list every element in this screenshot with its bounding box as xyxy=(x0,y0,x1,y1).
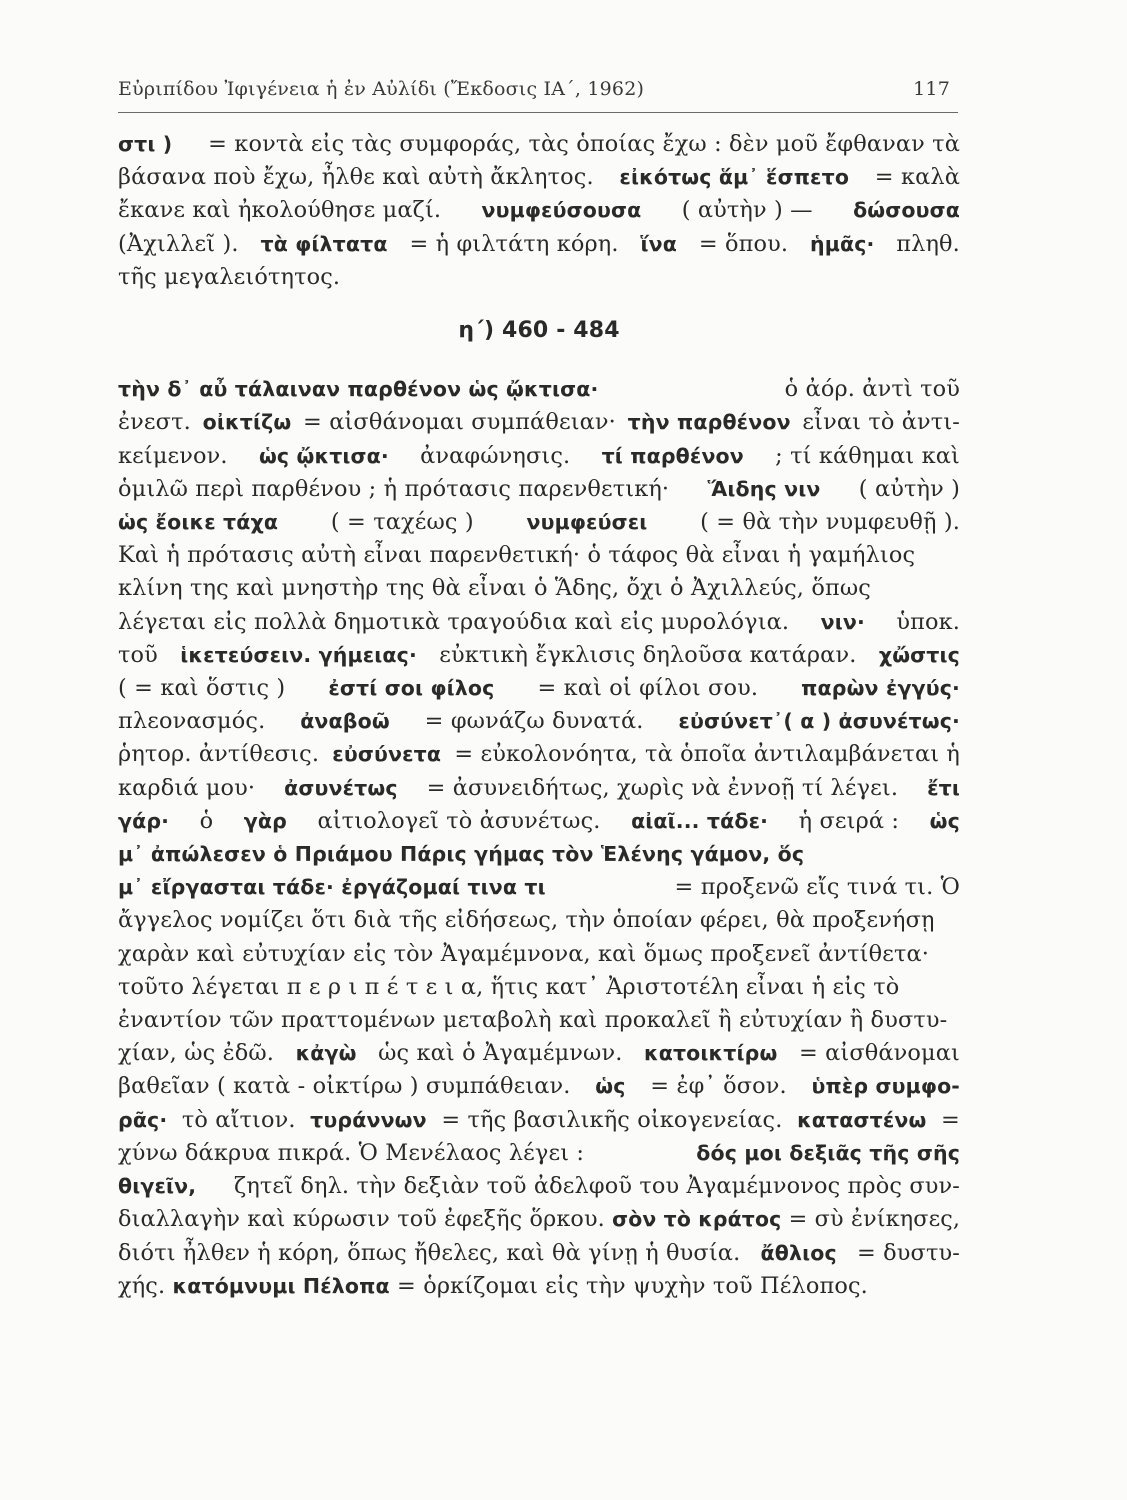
gloss-text: χαρὰν καὶ εὐτυχίαν εἰς τὸν Ἀγαμέμνονα, καὶ ὅμως προξενεῖ ἀντίθετα· xyxy=(118,940,930,967)
text-line xyxy=(118,1170,960,1203)
text-line xyxy=(118,1237,960,1270)
commentary-body xyxy=(118,128,960,1303)
lemma-bold: νιν· xyxy=(820,609,865,634)
gloss-text: = καλὰ xyxy=(867,164,960,191)
gloss-text: τῆς μεγαλειότητος. xyxy=(118,263,341,290)
lemma-bold: νυμφεύσει xyxy=(526,510,648,535)
gloss-text: ἡ σειρά : xyxy=(791,807,907,834)
gloss-text: = φωνάζω δυνατά. xyxy=(417,708,651,735)
text-line xyxy=(118,672,960,705)
lemma-bold: τὰ φίλτατα xyxy=(260,231,388,256)
lemma-bold: θιγεῖν, xyxy=(118,1174,197,1199)
lemma-bold: αἰαῖ... τάδε· xyxy=(631,808,769,833)
gloss-text: ἀναφώνησις. xyxy=(412,442,578,469)
gloss-text: ὁμιλῶ περὶ παρθένου ; ἡ πρότασις παρενθετική· xyxy=(118,475,677,502)
gloss-text: ἐναντίον τῶν πραττομένων μεταβολὴ καὶ προκαλεῖ ἢ εὐτυχίαν ἢ δυστυ- xyxy=(118,1007,948,1034)
lemma-bold: ἄθλιος xyxy=(760,1240,837,1265)
gloss-text: = προξενῶ εἴς τινά τι. Ὁ xyxy=(667,874,960,901)
gloss-text: εὐκτικὴ ἔγκλισις δηλοῦσα κατάραν. xyxy=(431,641,864,668)
lemma-bold: ἔτι xyxy=(927,775,960,800)
gloss-text: = ἀσυνειδήτως, χωρὶς νὰ ἐννοῇ τί λέγει. xyxy=(419,774,906,801)
text-line xyxy=(118,406,960,439)
lemma-bold: δός μοι δεξιᾶς τῆς σῆς xyxy=(696,1140,960,1165)
gloss-text: εἶναι τὸ ἀντι- xyxy=(795,409,960,436)
paragraph-commentary xyxy=(118,373,960,1303)
text-line xyxy=(118,440,960,473)
text-line xyxy=(118,1104,960,1137)
gloss-text: ; τί κάθημαι καὶ xyxy=(767,442,960,469)
text-line xyxy=(118,1203,960,1236)
lemma-bold: χὤστις xyxy=(878,642,960,667)
text-line xyxy=(118,261,960,294)
page-number: 117 xyxy=(913,78,950,100)
text-line xyxy=(118,838,960,871)
text-line xyxy=(118,639,960,672)
text-line xyxy=(118,128,960,161)
text-line xyxy=(118,161,960,194)
gloss-text: = καὶ οἱ φίλοι σου. xyxy=(530,675,766,702)
gloss-text: χίαν, ὡς ἐδῶ. xyxy=(118,1040,282,1067)
lemma-bold: εἰκότως ἅμ᾽ ἕσπετο xyxy=(619,165,850,190)
text-line xyxy=(118,805,960,838)
lemma-bold: κατόμνυμι Πέλοπα xyxy=(172,1273,390,1298)
gloss-text: τοῦτο λέγεται π ε ρ ι π έ τ ε ι α, ἥτις κατ᾽ Ἀριστοτέλη εἶναι ἡ εἰς τὸ xyxy=(118,973,900,1000)
lemma-bold: εὐσύνετα xyxy=(332,742,442,767)
gloss-text: βαθεῖαν ( κατὰ - οἰκτίρω ) συμπάθειαν. xyxy=(118,1073,578,1100)
lemma-bold: καταστένω xyxy=(797,1107,927,1132)
gloss-text: = xyxy=(933,1106,960,1133)
lemma-bold: ἵνα xyxy=(640,231,677,256)
gloss-text: ὁ xyxy=(192,807,221,834)
gloss-text: (Ἀχιλλεῖ ). xyxy=(118,230,246,257)
lemma-bold: κατοικτίρω xyxy=(644,1041,778,1066)
gloss-text: ( = θὰ τὴν νυμφευθῇ ). xyxy=(692,509,960,536)
text-line xyxy=(118,1137,960,1170)
gloss-text: τὸ αἴτιον. xyxy=(174,1106,303,1133)
lemma-bold: κἀγὼ xyxy=(295,1041,357,1066)
text-line xyxy=(118,1270,960,1303)
gloss-text: ( αὐτὴν ) xyxy=(851,475,960,502)
lemma-bold: εὐσύνετ᾽( α ) ἀσυνέτως· xyxy=(678,709,960,734)
text-line xyxy=(118,1004,960,1037)
lemma-bold: ἱκετεύσειν. γήμειας· xyxy=(180,642,417,667)
gloss-text: ῥητορ. ἀντίθεσις. xyxy=(118,741,327,768)
lemma-bold: ὡς xyxy=(595,1074,626,1099)
text-line xyxy=(118,705,960,738)
gloss-text: = ἡ φιλτάτη κόρη. xyxy=(402,230,626,257)
gloss-text: κλίνη της καὶ μνηστὴρ της θὰ εἶναι ὁ Ἅδης, ὄχι ὁ Ἀχιλλεύς, ὅπως xyxy=(118,575,871,602)
gloss-text: διότι ἦλθεν ἡ κόρη, ὅπως ἤθελες, καὶ θὰ γίνῃ ἡ θυσία. xyxy=(118,1239,748,1266)
text-line xyxy=(118,738,960,771)
lemma-bold: ὡς xyxy=(929,808,960,833)
text-line xyxy=(118,938,960,971)
gloss-text: = κοντὰ εἰς τὰς συμφοράς, τὰς ὁποίας ἔχω : δὲν μοῦ ἔφθαναν τὰ xyxy=(200,131,960,157)
lemma-bold: ρᾶς· xyxy=(118,1107,168,1132)
gloss-text: ( αὐτὴν ) — xyxy=(674,197,820,224)
text-line xyxy=(118,194,960,227)
gloss-text: αἰτιολογεῖ τὸ ἀσυνέτως. xyxy=(310,807,608,834)
section-heading: η΄) 460 - 484 xyxy=(458,318,620,344)
lemma-bold: τὴν δ᾽ αὖ τάλαιναν παρθένον ὡς ᾤκτισα· xyxy=(118,377,599,402)
gloss-text: ὑποκ. xyxy=(889,608,960,635)
gloss-text: = δυστυ- xyxy=(849,1239,960,1266)
gloss-text: Καὶ ἡ πρότασις αὐτὴ εἶναι παρενθετική· ὁ τάφος θὰ εἶναι ἡ γαμήλιος xyxy=(118,542,916,569)
lemma-bold: ἐστί σοι φίλος xyxy=(328,676,495,701)
gloss-text: καρδιά μου· xyxy=(118,774,263,801)
gloss-text: = αἰσθάνομαι xyxy=(791,1040,960,1067)
gloss-text: = ὁρκίζομαι εἰς τὴν ψυχὴν τοῦ Πέλοπος. xyxy=(389,1272,868,1299)
text-line xyxy=(118,971,960,1004)
lemma-bold: μ᾽ ἀπώλεσεν ὁ Πριάμου Πάρις γήμας τὸν Ἑλένης γάμον, ὅς xyxy=(118,842,805,867)
text-line xyxy=(118,1070,960,1103)
lemma-bold: τυράννων xyxy=(310,1107,427,1132)
lemma-bold: τί παρθένον xyxy=(601,443,744,468)
lemma-bold: ὑπὲρ συμφο- xyxy=(811,1074,960,1099)
header-rule xyxy=(118,112,958,113)
gloss-text: = τῆς βασιλικῆς οἰκογενείας. xyxy=(434,1106,790,1133)
lemma-bold: ὡς ἔοικε τάχα xyxy=(118,510,279,535)
gloss-text: = αἰσθάνομαι συμπάθειαν· xyxy=(295,409,624,436)
lemma-bold: παρὼν ἐγγύς· xyxy=(801,676,960,701)
lemma-bold: ἀναβοῶ xyxy=(300,709,390,734)
lemma-bold: σὸν τὸ κράτος xyxy=(612,1207,782,1232)
text-line xyxy=(118,1037,960,1070)
gloss-text: πλεονασμός. xyxy=(118,708,273,735)
gloss-text: ἔκανε καὶ ἠκολούθησε μαζί. xyxy=(118,197,449,224)
gloss-text: χής. xyxy=(118,1272,173,1299)
gloss-text: ζητεῖ δηλ. τὴν δεξιὰν τοῦ ἀδελφοῦ του Ἀγαμέμνονος πρὸς συν- xyxy=(226,1173,960,1200)
lemma-bold: τὴν παρθένον xyxy=(627,410,791,435)
text-line xyxy=(118,572,960,605)
running-title: Εὐριπίδου Ἰφιγένεια ἡ ἐν Αὐλίδι (Ἔκδοσις ΙΑ΄, 1962) xyxy=(118,78,645,100)
gloss-text: πληθ. xyxy=(889,230,960,257)
text-line xyxy=(118,606,960,639)
lemma-bold: δώσουσα xyxy=(853,198,960,223)
gloss-text: ( = ταχέως ) xyxy=(323,509,482,536)
lemma-bold: μ᾽ εἴργασται τάδε· ἐργάζομαί τινα τι xyxy=(118,875,546,900)
gloss-text: βάσανα ποὺ ἔχω, ἦλθε καὶ αὐτὴ ἄκλητος. xyxy=(118,164,601,191)
gloss-text: τοῦ xyxy=(118,641,166,668)
gloss-text: διαλλαγὴν καὶ κύρωσιν τοῦ ἐφεξῆς ὅρκου. xyxy=(118,1206,613,1233)
gloss-text: χύνω δάκρυα πικρά. Ὁ Μενέλαος λέγει : xyxy=(118,1139,592,1166)
gloss-text: = ἐφ᾽ ὅσον. xyxy=(643,1073,795,1100)
lemma-bold: ὡς ᾤκτισα· xyxy=(258,443,389,468)
gloss-text: = σὺ ἐνίκησες, xyxy=(781,1206,961,1233)
gloss-text: ὡς καὶ ὁ Ἀγαμέμνων. xyxy=(370,1040,630,1067)
lemma-bold: στι ) xyxy=(118,132,173,156)
text-line xyxy=(118,506,960,539)
text-line xyxy=(118,539,960,572)
text-line xyxy=(118,871,960,904)
text-line xyxy=(118,772,960,805)
gloss-text: ἄγγελος νομίζει ὅτι διὰ τῆς εἰδήσεως, τὴν ὁποίαν φέρει, θὰ προξενήσῃ xyxy=(118,907,935,934)
lemma-bold: νυμφεύσουσα xyxy=(481,198,642,223)
paragraph-continued xyxy=(118,128,960,294)
text-line xyxy=(118,904,960,937)
lemma-bold: ἡμᾶς· xyxy=(809,231,875,256)
lemma-bold: ἀσυνέτως xyxy=(284,775,398,800)
running-header xyxy=(118,78,950,100)
gloss-text: λέγεται εἰς πολλὰ δημοτικὰ τραγούδια καὶ εἰς μυρολόγια. xyxy=(118,608,797,635)
gloss-text: κείμενον. xyxy=(118,442,235,469)
gloss-text: ὁ ἀόρ. ἀντὶ τοῦ xyxy=(777,376,960,403)
lemma-bold: γὰρ xyxy=(243,808,287,833)
gloss-text: ἐνεστ. xyxy=(118,409,199,436)
text-line xyxy=(118,373,960,406)
text-line xyxy=(118,473,960,506)
gloss-text: = εὐκολονόητα, τὰ ὁποῖα ἀντιλαμβάνεται ἡ xyxy=(447,741,960,768)
lemma-bold: Ἅιδης νιν xyxy=(707,476,821,501)
gloss-text: ( = καὶ ὅστις ) xyxy=(118,675,293,702)
gloss-text: = ὅπου. xyxy=(691,230,796,257)
lemma-bold: οἰκτίζω xyxy=(202,410,292,435)
lemma-bold: γάρ· xyxy=(118,808,170,833)
text-line xyxy=(118,228,960,261)
